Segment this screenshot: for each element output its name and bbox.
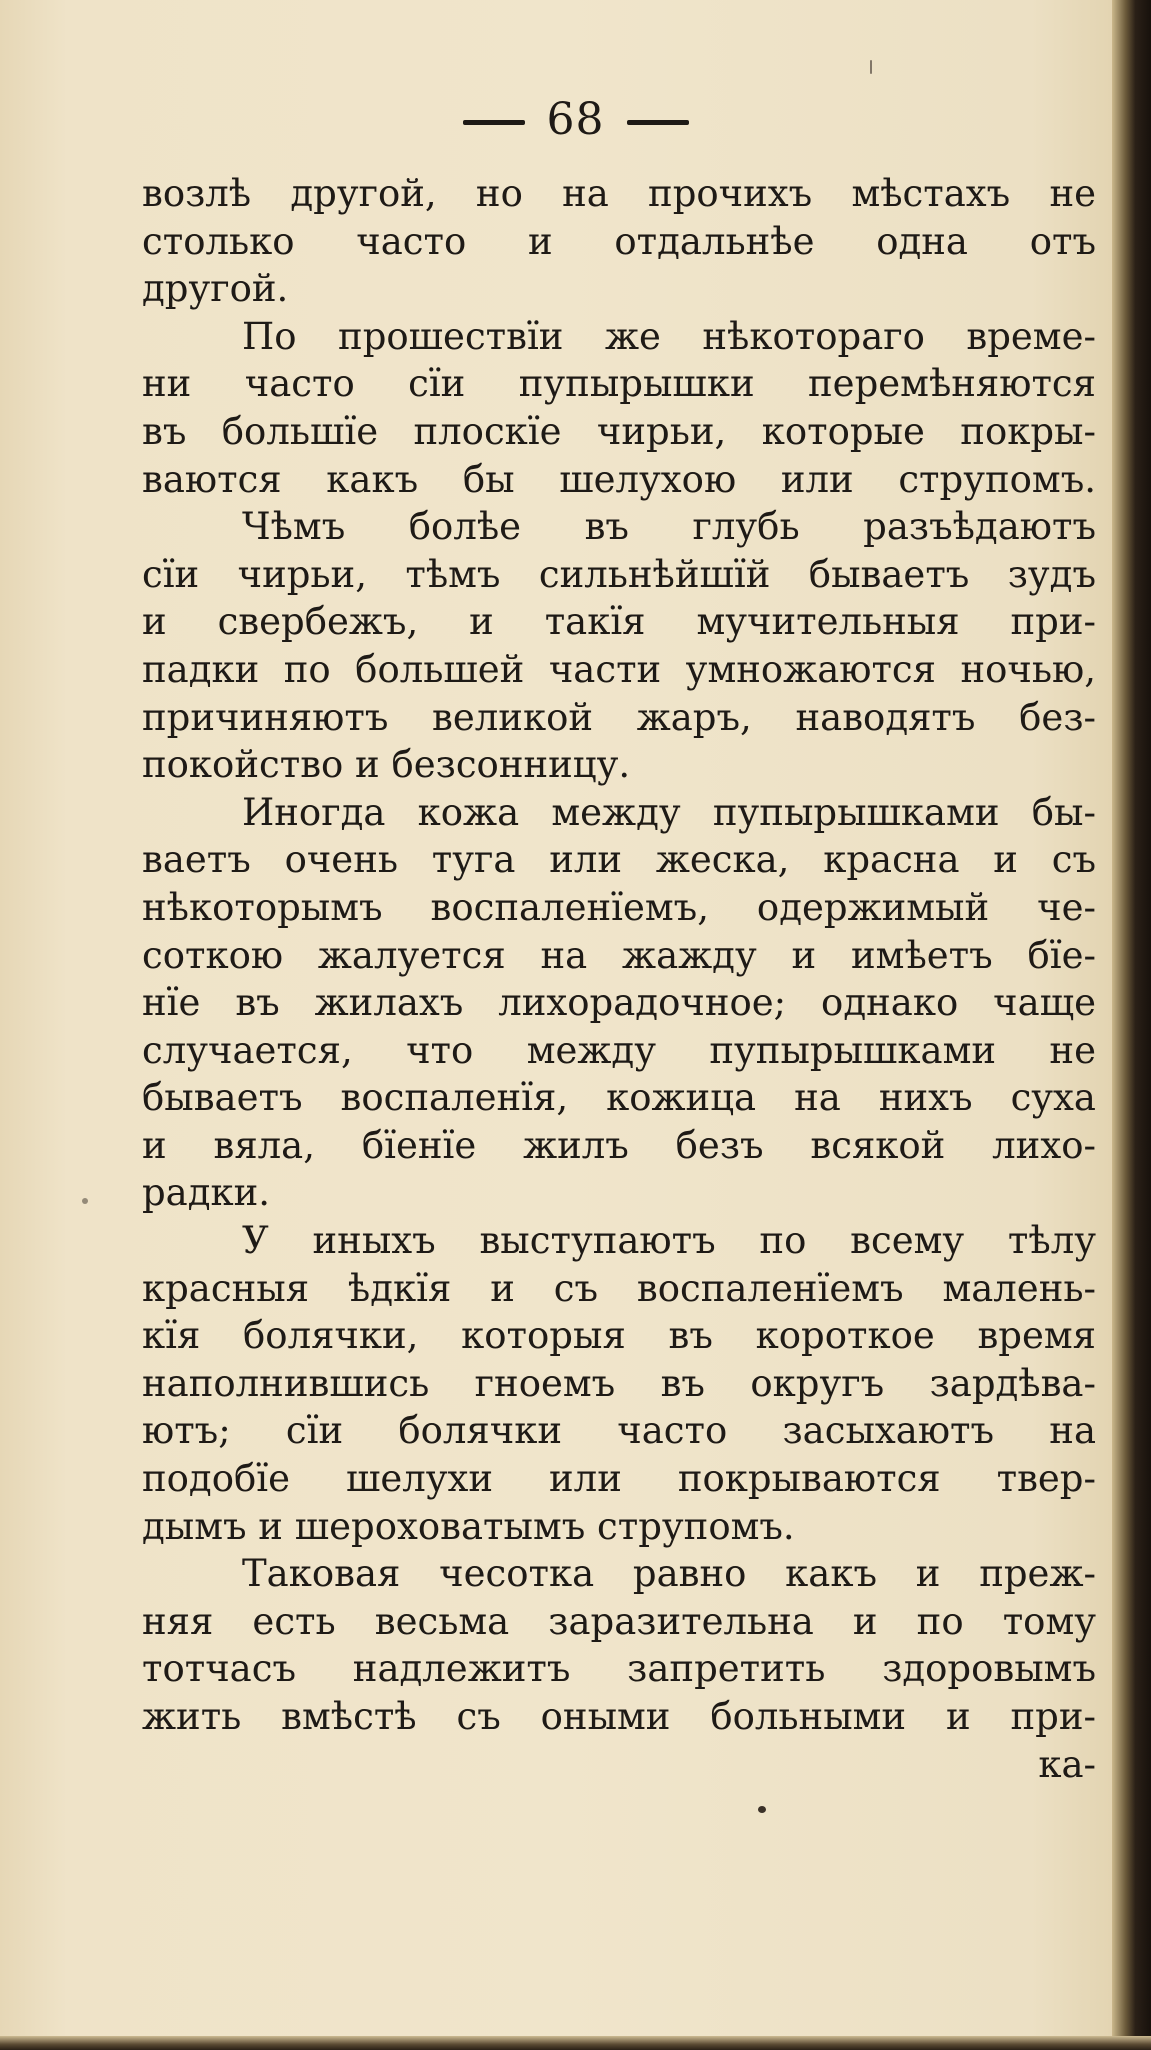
text-line: причиняютъ великой жаръ, наводятъ без- <box>142 695 1096 739</box>
ink-speck <box>758 1806 766 1813</box>
text-line: и свербежъ, и такїя мучительныя при- <box>142 600 1096 644</box>
text-line: бываетъ воспаленїя, кожица на нихъ суха <box>142 1076 1096 1120</box>
text-line: Иногда кожа между пупырышками бы- <box>242 790 1096 834</box>
text-line: У иныхъ выступаютъ по всему тѣлу <box>242 1219 1096 1263</box>
text-line: красныя ѣдкїя и съ воспаленїемъ малень- <box>142 1266 1096 1310</box>
text-line: наполнившись гноемъ въ округъ зардѣва- <box>142 1361 1096 1405</box>
text-line: радки. <box>142 1171 271 1215</box>
text-line: дымъ и шероховатымъ струпомъ. <box>142 1504 795 1548</box>
text-line: ютъ; сїи болячки часто засыхаютъ на <box>142 1409 1096 1453</box>
text-line: случается, что между пупырышками не <box>142 1028 1096 1072</box>
text-line: сїи чирьи, тѣмъ сильнѣйшїй бываетъ зудъ <box>142 552 1096 596</box>
text-line: Таковая чесотка равно какъ и преж- <box>242 1552 1096 1596</box>
catchword: ка- <box>1038 1742 1096 1786</box>
text-line: въ большїе плоскїе чирьи, которые покры- <box>142 409 1096 453</box>
text-line: покойство и безсонницу. <box>142 743 631 787</box>
text-line: жить вмѣстѣ съ оными больными и при- <box>142 1695 1096 1738</box>
page-number: 68 <box>546 94 605 145</box>
text-line: другой. <box>142 267 289 311</box>
text-line: нїе въ жилахъ лихорадочное; однако чаще <box>142 981 1096 1025</box>
header-dash-left <box>463 120 525 125</box>
ink-speck <box>82 1198 88 1204</box>
text-line: возлѣ другой, но на прочихъ мѣстахъ не <box>142 172 1096 215</box>
text-line: столько часто и отдальнѣе одна отъ <box>142 219 1096 263</box>
text-line: и вяла, бїенїе жилъ безъ всякой лихо- <box>142 1123 1096 1167</box>
body-text <box>142 170 1096 1788</box>
text-line: ни часто сїи пупырышки перемѣняются <box>142 362 1096 406</box>
text-line: ваетъ очень туга или жеска, красна и съ <box>142 838 1096 882</box>
text-line: падки по большей части умножаются ночью, <box>142 647 1096 691</box>
text-line: По прошествїи же нѣкотораго време- <box>242 314 1096 358</box>
ink-speck <box>870 60 872 74</box>
text-line: Чѣмъ болѣе въ глубь разъѣдаютъ <box>242 505 1096 549</box>
text-line: соткою жалуется на жажду и имѣетъ бїе- <box>142 933 1096 977</box>
text-line: кїя болячки, которыя въ короткое время <box>142 1314 1096 1358</box>
text-line: няя есть весьма заразительна и по тому <box>142 1599 1096 1643</box>
page-number-header <box>0 92 1151 148</box>
header-dash-right <box>627 120 689 125</box>
text-line: ваются какъ бы шелухою или струпомъ. <box>142 457 1096 501</box>
text-line: тотчасъ надлежитъ запретить здоровымъ <box>142 1647 1096 1691</box>
page-bottom-edge <box>0 2036 1151 2050</box>
text-line: подобїе шелухи или покрываются твер- <box>142 1457 1096 1501</box>
book-spine-shadow <box>1112 0 1151 2050</box>
text-line: нѣкоторымъ воспаленїемъ, одержимый че- <box>142 885 1096 929</box>
